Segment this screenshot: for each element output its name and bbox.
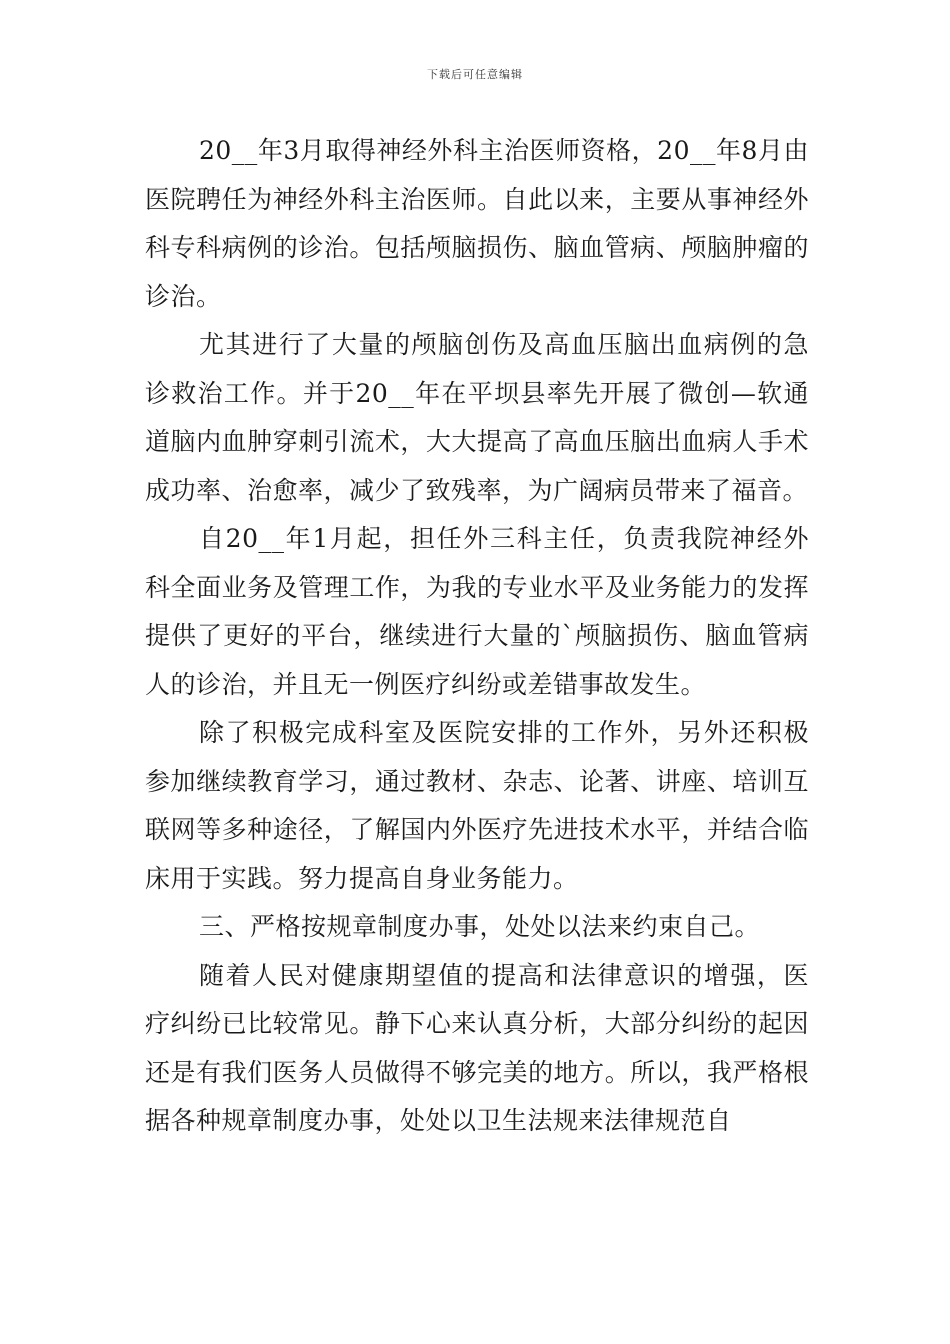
paragraph-department-director: 自20__年1月起，担任外三科主任，负责我院神经外科全面业务及管理工作，为我的专业水平及业务能力的发挥提供了更好的平台，继续进行大量的`颅脑损伤、脑血管病人的诊治，并且无一例医疗纠纷或差错事故发生。 — [145, 524, 809, 699]
paragraph-emergency-treatment: 尤其进行了大量的颅脑创伤及高血压脑出血病例的急诊救治工作。并于20__年在平坝县率先开展了微创—软通道脑内血肿穿刺引流术，大大提高了高血压脑出血病人手术成功率、治愈率，减少了致残率，为广阔病员带来了福音。 — [145, 330, 809, 505]
paragraph-medical-disputes: 随着人民对健康期望值的提高和法律意识的增强，医疗纠纷已比较常见。静下心来认真分析，大部分纠纷的起因还是有我们医务人员做得不够完美的地方。所以，我严格根据各种规章制度办事，处处以卫生法规来法律规范自 — [145, 960, 809, 1135]
paragraph-qualification: 20__年3月取得神经外科主治医师资格，20__年8月由医院聘任为神经外科主治医师。自此以来，主要从事神经外科专科病例的诊治。包括颅脑损伤、脑血管病、颅脑肿瘤的诊治。 — [145, 136, 809, 311]
page-header: 下载后可任意编辑 — [427, 68, 523, 81]
paragraph-continuing-education: 除了积极完成科室及医院安排的工作外，另外还积极参加继续教育学习，通过教材、杂志、论著、讲座、培训互联网等多种途径，了解国内外医疗先进技术水平，并结合临床用于实践。努力提高自身业务能力。 — [145, 718, 809, 893]
section-heading-rules: 三、严格按规章制度办事，处处以法来约束自己。 — [199, 912, 761, 941]
document-body — [145, 127, 809, 1146]
